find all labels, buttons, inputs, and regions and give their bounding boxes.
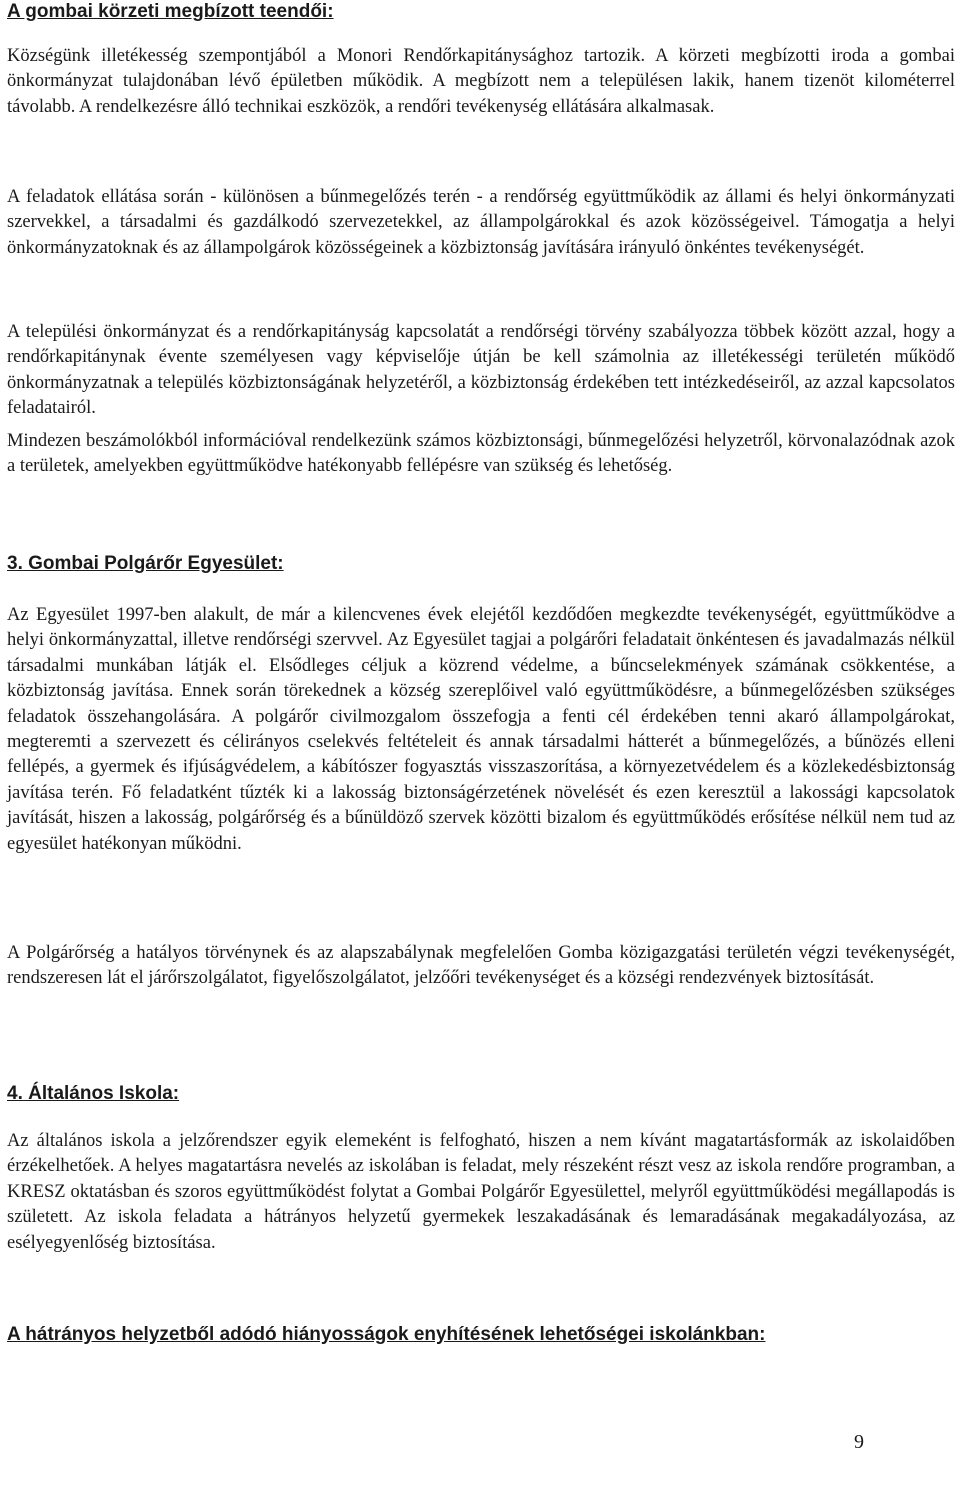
paragraph-civil-guard-2: A Polgárőrség a hatályos törvénynek és az alapszabálynak megfelelően Gomba közigazgatási területén végzi tevékenységét, rendszeresen lát el járőrszolgálatot, figyelőszolgálatot, jelzőőri tevékenységet és a községi rendezvények biztosítását. [7, 943, 955, 989]
paragraph-police-1: Községünk illetékesség szempontjából a Monori Rendőrkapitánysághoz tartozik. A körzeti megbízotti iroda a gombai önkormányzat tulajdonában lévő épületben működik. A megbízott nem a településen lakik, hanem tizenöt kilométerrel távolabb. A rendelkezésre álló technikai eszközök, a rendőri tevékenység ellátására alkalmasak. [7, 46, 955, 117]
paragraph-police-4: Mindezen beszámolókból információval rendelkezünk számos közbiztonsági, bűnmegelőzési helyzetről, körvonalazódnak azok a területek, amelyekben együttműködve hatékonyabb fellépésre van szükség és lehetőség. [7, 431, 955, 477]
paragraph-police-3: A települési önkormányzat és a rendőrkapitányság kapcsolatát a rendőrségi törvény szabályozza többek között azzal, hogy a rendőrkapitánynak évente személyesen vagy képviselője útján be kell számolnia az illetékességi területén működő önkormányzatnak a település közbiztonságának helyzetéről, a közbiztonság érdekében tett intézkedéseiről, az azzal kapcsolatos feladatairól. [7, 322, 955, 419]
section-title-school: 4. Általános Iskola: [7, 1083, 180, 1104]
page-number: 9 [854, 1431, 864, 1453]
section-title-disadvantage: A hátrányos helyzetből adódó hiányosságok enyhítésének lehetőségei iskolánkban: [7, 1324, 766, 1345]
section-title-civil-guard: 3. Gombai Polgárőr Egyesület: [7, 553, 284, 574]
paragraph-civil-guard-1: Az Egyesület 1997-ben alakult, de már a kilencvenes évek elejétől kezdődően megkezdte tevékenységét, együttműködve a helyi önkormányzattal, illetve rendőrségi szervvel. Az Egyesület tagjai a polgárőri feladatait önkéntesen és javadalmazás nélkül társadalmi munkában látják el. Elsődleges céljuk a közrend védelme, a bűncselekmények számának csökkentése, a közbiztonság javítása. Ennek során törekednek a község szereplőivel való együttműködésre, a bűnmegelőzésben szükséges feladatok összehangolására. A polgárőr civilmozgalom összefogja a fenti cél érdekében tenni akaró állampolgárokat, megteremti a szervezett és célirányos cselekvés feltételeit és annak társadalmi hátterét a bűnmegelőzés, a bűnözés elleni fellépés, a gyermek és ifjúságvédelem, a kábítószer fogyasztás visszaszorítása, a környezetvédelem és a közlekedésbiztonság javítása terén. Fő feladatként tűzték ki a lakosság biztonságérzetének növelését és ezen keresztül a lakossági kapcsolatok javítását, hiszen a lakosság, polgárőrség és a bűnüldöző szervek közötti bizalom és együttműködés erősítése nélkül nem tud az egyesület hatékonyan működni. [7, 605, 955, 854]
section-title-police: A gombai körzeti megbízott teendői: [7, 1, 334, 22]
paragraph-school-1: Az általános iskola a jelzőrendszer egyik elemeként is felfogható, hiszen a nem kívánt magatartásformák az iskolaidőben érzékelhetőek. A helyes magatartásra nevelés az iskolában is feladat, mely részeként részt vesz az iskola rendőre programban, a KRESZ oktatásban és szoros együttműködést folytat a Gombai Polgárőr Egyesülettel, melyről együttműködési megállapodás is született. Az iskola feladata a hátrányos helyzetű gyermekek leszakadásának és lemaradásának megakadályozása, az esélyegyenlőség biztosítása. [7, 1131, 955, 1253]
paragraph-police-2: A feladatok ellátása során - különösen a bűnmegelőzés terén - a rendőrség együttműködik az állami és helyi önkormányzati szervekkel, a társadalmi és gazdálkodó szervezetekkel, az állampolgárokkal és azok közösségeivel. Támogatja a helyi önkormányzatoknak és az állampolgárok közösségeinek a közbiztonság javítására irányuló önkéntes tevékenységét. [7, 187, 955, 258]
